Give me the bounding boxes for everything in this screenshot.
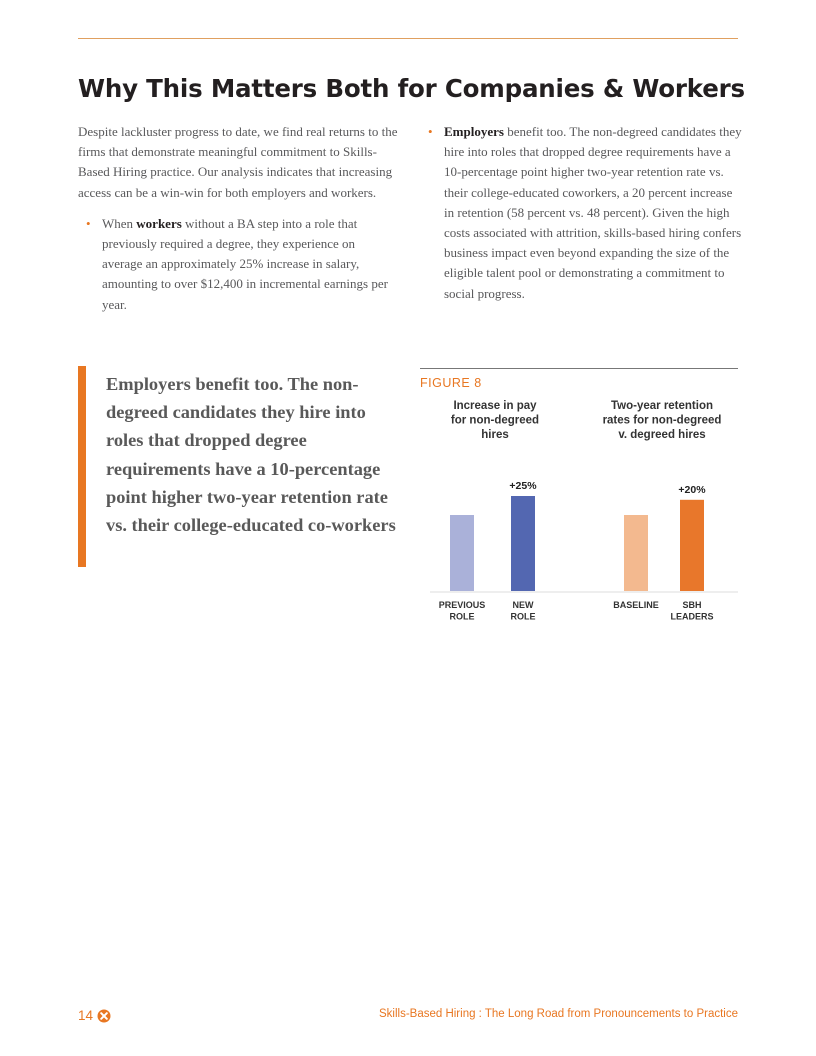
- chart-2-title-line-2: rates for non-degreed: [602, 414, 722, 427]
- page-number-group: [78, 1008, 111, 1023]
- chart-1-category-label-1: PREVIOUS: [438, 600, 486, 610]
- chart-1-title-line-3: hires: [481, 429, 509, 441]
- figure-rule: [420, 368, 738, 369]
- chart-2-title-line-3: v. degreed hires: [618, 429, 706, 441]
- footer-text: Skills-Based Hiring : The Long Road from Pronouncements to Practice: [378, 1008, 738, 1020]
- chart-1-bar-1: [450, 515, 474, 591]
- chart-1-category-label-1: ROLE: [449, 611, 475, 622]
- top-rule: [78, 38, 738, 39]
- workers-bullet: [78, 214, 398, 315]
- pull-quote: Employers benefit too. The non-degreed candidates they hire into roles that dropped degree requirements have a 10-percentage point higher two-year retention rate vs. their college-educated co-workers: [106, 374, 396, 536]
- chart-2-bar-1: [624, 515, 648, 591]
- employers-bullet-text: benefit too. The non-degreed candidates they hire into roles that dropped degree requirements have a 10-percentage point higher two-year retention rate vs. their college-educated coworkers, a 20 percent increase in retention (58 percent vs. 48 percent). Given the high costs associated with attrition, skills-based hiring confers business impact even beyond expanding the size of the eligible talent pool or demonstrating a commitment to social progress.: [444, 124, 742, 301]
- right-column: [424, 122, 742, 304]
- figure-label: FIGURE 8: [420, 376, 482, 390]
- chart-2-title-line-1: Two-year retention: [610, 400, 714, 412]
- employers-bold: Employers: [444, 124, 504, 139]
- chart-1-category-label-2: NEW: [512, 600, 534, 610]
- employers-bullet: [424, 122, 742, 304]
- logo-icon: [97, 1009, 111, 1023]
- figure-8-chart: [420, 390, 740, 630]
- chart-1-category-label-2: ROLE: [510, 611, 536, 622]
- chart-2-bar-2: [680, 500, 704, 591]
- chart-1-title-line-2: for non-degreed: [450, 414, 540, 427]
- chart-2-data-label-2: +20%: [678, 483, 706, 496]
- chart-2-category-label-1: BASELINE: [613, 600, 659, 610]
- left-column: [78, 122, 398, 315]
- page-title: Why This Matters Both for Companies & Workers: [78, 74, 745, 103]
- chart-1-data-label-2: +25%: [509, 480, 537, 492]
- workers-bullet-before: When: [102, 215, 137, 231]
- workers-bullet-list: [78, 214, 398, 315]
- page-number: 14: [78, 1008, 94, 1023]
- employers-bullet-list: [424, 122, 742, 304]
- chart-1-title-line-1: Increase in pay: [453, 400, 537, 412]
- workers-bold: workers: [136, 215, 182, 231]
- workers-bullet-text: without a BA step into a role that previously required a degree, they experience on average an approximately 25% increase in salary, amounting to over $12,400 in incremental earnings per year.: [102, 215, 388, 312]
- intro-paragraph: Despite lackluster progress to date, we find real returns to the firms that demonstrate meaningful commitment to Skills-Based Hiring practice. Our analysis indicates that increasing access can be a win-win for both employers and workers.: [78, 124, 398, 200]
- chart-2-category-label-2: LEADERS: [670, 611, 714, 622]
- chart-2-category-label-2: SBH: [682, 600, 702, 610]
- pull-quote-bar: [78, 366, 86, 567]
- chart-1-bar-2: [511, 496, 535, 591]
